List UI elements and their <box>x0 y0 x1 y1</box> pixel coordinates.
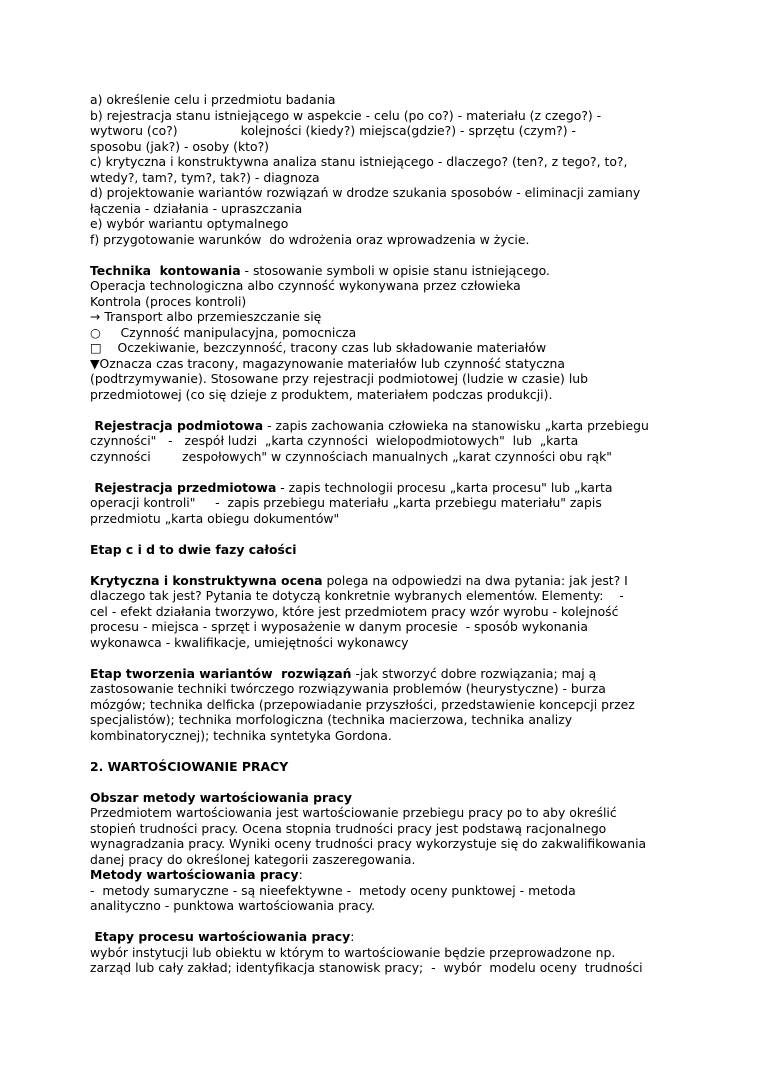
etap-tworzenia-title: Etap tworzenia wariantów rozwiązań <box>90 665 352 681</box>
paragraph-line: specjalistów); technika morfologiczna (technika macierzowa, technika analizy <box>90 712 573 727</box>
obszar-title: Obszar metody wartościowania pracy <box>90 789 352 805</box>
paragraph-line <box>90 418 680 434</box>
paragraph-line: mózgów; technika delficka (przepowiadanie przyszłości, przedstawienie koncepcji przez <box>90 696 635 712</box>
technika-title-rest: - stosowanie symboli w opisie stanu istniejącego. <box>240 262 550 278</box>
technika-title: Technika kontowania <box>90 262 241 278</box>
paragraph-line: wykonawca - kwalifikacje, umiejętności wykonawcy <box>90 634 409 650</box>
steps-list <box>90 92 680 247</box>
krytyczna-title-rest: polega na odpowiedzi na dwa pytania: jak jest? I <box>322 572 628 588</box>
rej-podmiotowa-title: Rejestracja podmiotowa <box>90 417 264 433</box>
paragraph-line <box>90 263 680 279</box>
paragraph-line <box>90 573 680 589</box>
paragraph-line: operacji kontroli" - zapis przebiegu materiału „karta przebiegu materiału" zapis <box>90 495 602 510</box>
list-item: wtedy?, tam?, tym?, tak?) - diagnoza <box>90 169 320 185</box>
etap-tworzenia-title-rest: -jak stworzyć dobre rozwiązania; maj ą <box>351 665 597 681</box>
section-2-heading-text: 2. WARTOŚCIOWANIE PRACY <box>90 758 289 774</box>
list-item: a) określenie celu i przedmiotu badania <box>90 92 336 107</box>
list-item: łączenia - działania - upraszczania <box>90 200 303 216</box>
paragraph-line <box>90 929 680 945</box>
list-item: c) krytyczna i konstruktywna analiza stanu istniejącego - dlaczego? (ten?, z tego?, to?, <box>90 154 628 169</box>
paragraph-line: dlaczego tak jest? Pytania te dotyczą konkretnie wybranych elementów. Elementy: - <box>90 588 624 603</box>
paragraph-line: cel - efekt działania tworzywo, które jest przedmiotem pracy wzór wyrobu - kolejność <box>90 603 619 619</box>
list-item: d) projektowanie wariantów rozwiązań w drodze szukania sposobów - eliminacji zamiany <box>90 185 641 200</box>
paragraph-line: procesu - miejsca - sprzęt i wyposażenie w danym procesie - sposób wykonania <box>90 619 588 634</box>
document-page <box>90 92 680 976</box>
paragraph-line: wynagradzania pracy. Wyniki oceny trudności pracy wykorzystuje się do zakwalifikowania <box>90 836 647 851</box>
paragraph-line: Przedmiotem wartościowania jest wartościowanie przebiegu pracy po to aby określić <box>90 805 617 820</box>
paragraph-line: - metody sumaryczne - są nieefektywne - metody oceny punktowej - metoda <box>90 882 576 898</box>
technika-kontowania-paragraph <box>90 263 680 403</box>
list-item: f) przygotowanie warunków do wdrożenia oraz wprowadzenia w życie. <box>90 231 530 247</box>
etap-cid-heading <box>90 542 680 558</box>
paragraph-line: przedmiotu „karta obiegu dokumentów" <box>90 510 340 526</box>
krytyczna-ocena-paragraph <box>90 573 680 651</box>
krytyczna-title: Krytyczna i konstruktywna ocena <box>90 572 323 588</box>
paragraph-line: (podtrzymywanie). Stosowane przy rejestracji podmiotowej (ludzie w czasie) lub <box>90 371 588 386</box>
paragraph-line <box>90 666 680 682</box>
list-item: sposobu (jak?) - osoby (kto?) <box>90 138 270 154</box>
paragraph-line: czynności" - zespół ludzi „karta czynności wielopodmiotowych" lub „karta <box>90 433 579 448</box>
etap-tworzenia-paragraph <box>90 666 680 744</box>
paragraph-line: zastosowanie techniki twórczego rozwiązywania problemów (heurystyczne) - burza <box>90 681 606 696</box>
paragraph-line: Operacja technologiczna albo czynność wykonywana przez człowieka <box>90 278 521 293</box>
paragraph-line: analityczno - punktowa wartościowania pracy. <box>90 898 376 913</box>
rejestracja-podmiotowa-paragraph <box>90 418 680 465</box>
etapy-colon: : <box>350 929 355 944</box>
rej-przedmiotowa-title: Rejestracja przedmiotowa <box>90 479 277 495</box>
paragraph-line: → Transport albo przemieszczanie się <box>90 309 322 324</box>
obszar-metody-paragraph <box>90 790 680 914</box>
paragraph-line: Kontrola (proces kontroli) <box>90 293 247 309</box>
etapy-title: Etapy procesu wartościowania pracy <box>90 929 351 944</box>
paragraph-line <box>90 790 680 806</box>
etapy-procesu-paragraph <box>90 929 680 976</box>
paragraph-line: zarząd lub cały zakład; identyfikacja stanowisk pracy; - wybór modelu oceny trudności <box>90 960 643 975</box>
rej-podmiotowa-title-rest: - zapis zachowania człowieka na stanowisku „karta przebiegu <box>263 417 649 433</box>
paragraph-line: czynności zespołowych" w czynnościach manualnych „karat czynności obu rąk" <box>90 448 613 464</box>
paragraph-line: ▼Oznacza czas tracony, magazynowanie materiałów lub czynność statyczna <box>90 355 565 371</box>
rejestracja-przedmiotowa-paragraph <box>90 480 680 527</box>
section-2-heading <box>90 759 680 775</box>
paragraph-line: przedmiotowej (co się dzieje z produktem, materiałem podczas produkcji). <box>90 386 553 402</box>
paragraph-line <box>90 480 680 496</box>
paragraph-line <box>90 867 680 883</box>
metody-title: Metody wartościowania pracy <box>90 867 299 882</box>
paragraph-line: danej pracy do określonej kategorii zaszeregowania. <box>90 851 416 867</box>
paragraph-line: stopień trudności pracy. Ocena stopnia trudności pracy jest podstawą racjonalnego <box>90 820 607 836</box>
list-item: wytworu (co?) kolejności (kiedy?) miejsca(gdzie?) - sprzętu (czym?) - <box>90 123 577 138</box>
metody-colon: : <box>298 867 303 882</box>
etap-cid-text: Etap c i d to dwie fazy całości <box>90 541 297 557</box>
list-item: e) wybór wariantu optymalnego <box>90 216 289 231</box>
rej-przedmiotowa-title-rest: - zapis technologii procesu „karta procesu" lub „karta <box>276 479 613 495</box>
paragraph-line: kombinatorycznej); technika syntetyka Gordona. <box>90 727 392 743</box>
paragraph-line: wybór instytucji lub obiektu w którym to wartościowanie będzie przeprowadzone np. <box>90 944 616 960</box>
list-item: b) rejestracja stanu istniejącego w aspekcie - celu (po co?) - materiału (z czego?) - <box>90 107 602 123</box>
paragraph-line: □ Oczekiwanie, bezczynność, tracony czas lub składowanie materiałów <box>90 340 547 355</box>
paragraph-line: ○ Czynność manipulacyjna, pomocnicza <box>90 324 357 340</box>
